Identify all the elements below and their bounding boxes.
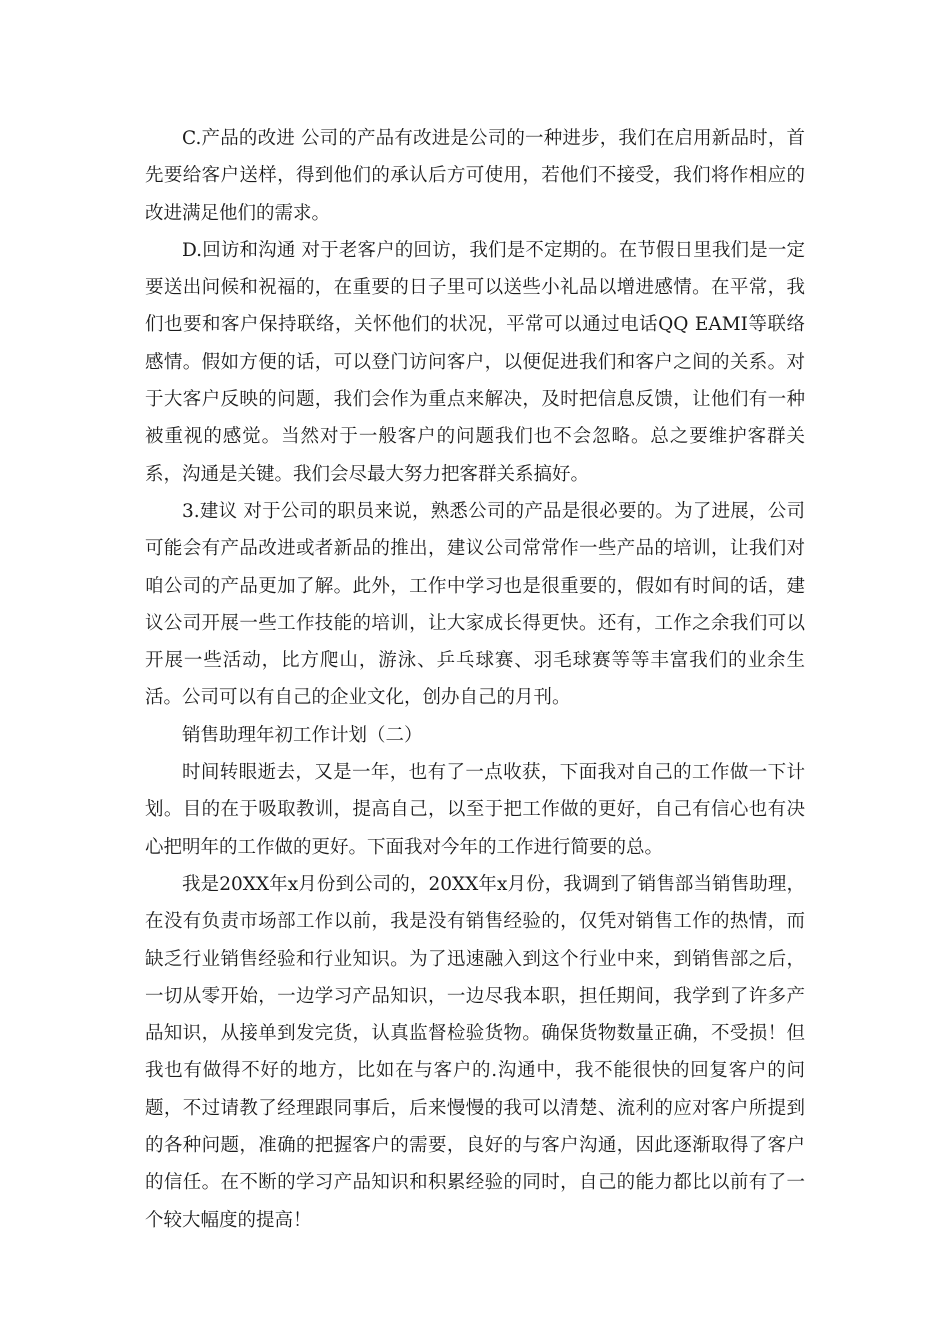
paragraph-intro: 时间转眼逝去，又是一年，也有了一点收获，下面我对自己的工作做一下计划。目的在于吸取教训，提高自己，以至于把工作做的更好，自己有信心也有决心把明年的工作做的更好。下面我对今年的工作进行简要的总。 [145, 762, 805, 858]
section-heading: 销售助理年初工作计划（二） [182, 724, 423, 746]
paragraph-work-review: 我是20XX年x月份到公司的，20XX年x月份，我调到了销售部当销售助理，在没有负责市场部工作以前，我是没有销售经验的，仅凭对销售工作的热情，而缺乏行业销售经验和行业知识。为了迅速融入到这个行业中来，到销售部之后，一切从零开始，一边学习产品知识，一边尽我本职，担任期间，我学到了许多产品知识，从接单到发完货，认真监督检验货物。确保货物数量正确，不受损！但我也有做得不好的地方，比如在与客户的.沟通中，我不能很快的回复客户的问题，不过请教了经理跟同事后，后来慢慢的我可以清楚、流利的应对客户所提到的各种问题，准确的把握客户的需要，良好的与客户沟通，因此逐渐取得了客户的信任。在不断的学习产品知识和积累经验的同时，自己的能力都比以前有了一个较大幅度的提高！ [145, 873, 805, 1231]
document-body [145, 120, 805, 1239]
paragraph-follow-up-communication: D.回访和沟通 对于老客户的回访，我们是不定期的。在节假日里我们是一定要送出问候和祝福的，在重要的日子里可以送些小礼品以增进感情。在平常，我们也要和客户保持联络，关怀他们的状况，平常可以通过电话QQ EAMI等联络感情。假如方便的话，可以登门访问客户，以便促进我们和客户之间的关系。对于大客户反映的问题，我们会作为重点来解决，及时把信息反馈，让他们有一种被重视的感觉。当然对于一般客户的问题我们也不会忽略。总之要维护客群关系，沟通是关键。我们会尽最大努力把客群关系搞好。 [145, 239, 805, 485]
paragraph-product-improvement: C.产品的改进 公司的产品有改进是公司的一种进步，我们在启用新品时，首先要给客户送样，得到他们的承认后方可使用，若他们不接受，我们将作相应的改进满足他们的需求。 [145, 128, 805, 224]
paragraph-suggestions: 3.建议 对于公司的职员来说，熟悉公司的产品是很必要的。为了进展，公司可能会有产品改进或者新品的推出，建议公司常常作一些产品的培训，让我们对咱公司的产品更加了解。此外，工作中学习也是很重要的，假如有时间的话，建议公司开展一些工作技能的培训，让大家成长得更快。还有，工作之余我们可以开展一些活动，比方爬山，游泳、乒乓球赛、羽毛球赛等等丰富我们的业余生活。公司可以有自己的企业文化，创办自己的月刊。 [145, 500, 805, 709]
